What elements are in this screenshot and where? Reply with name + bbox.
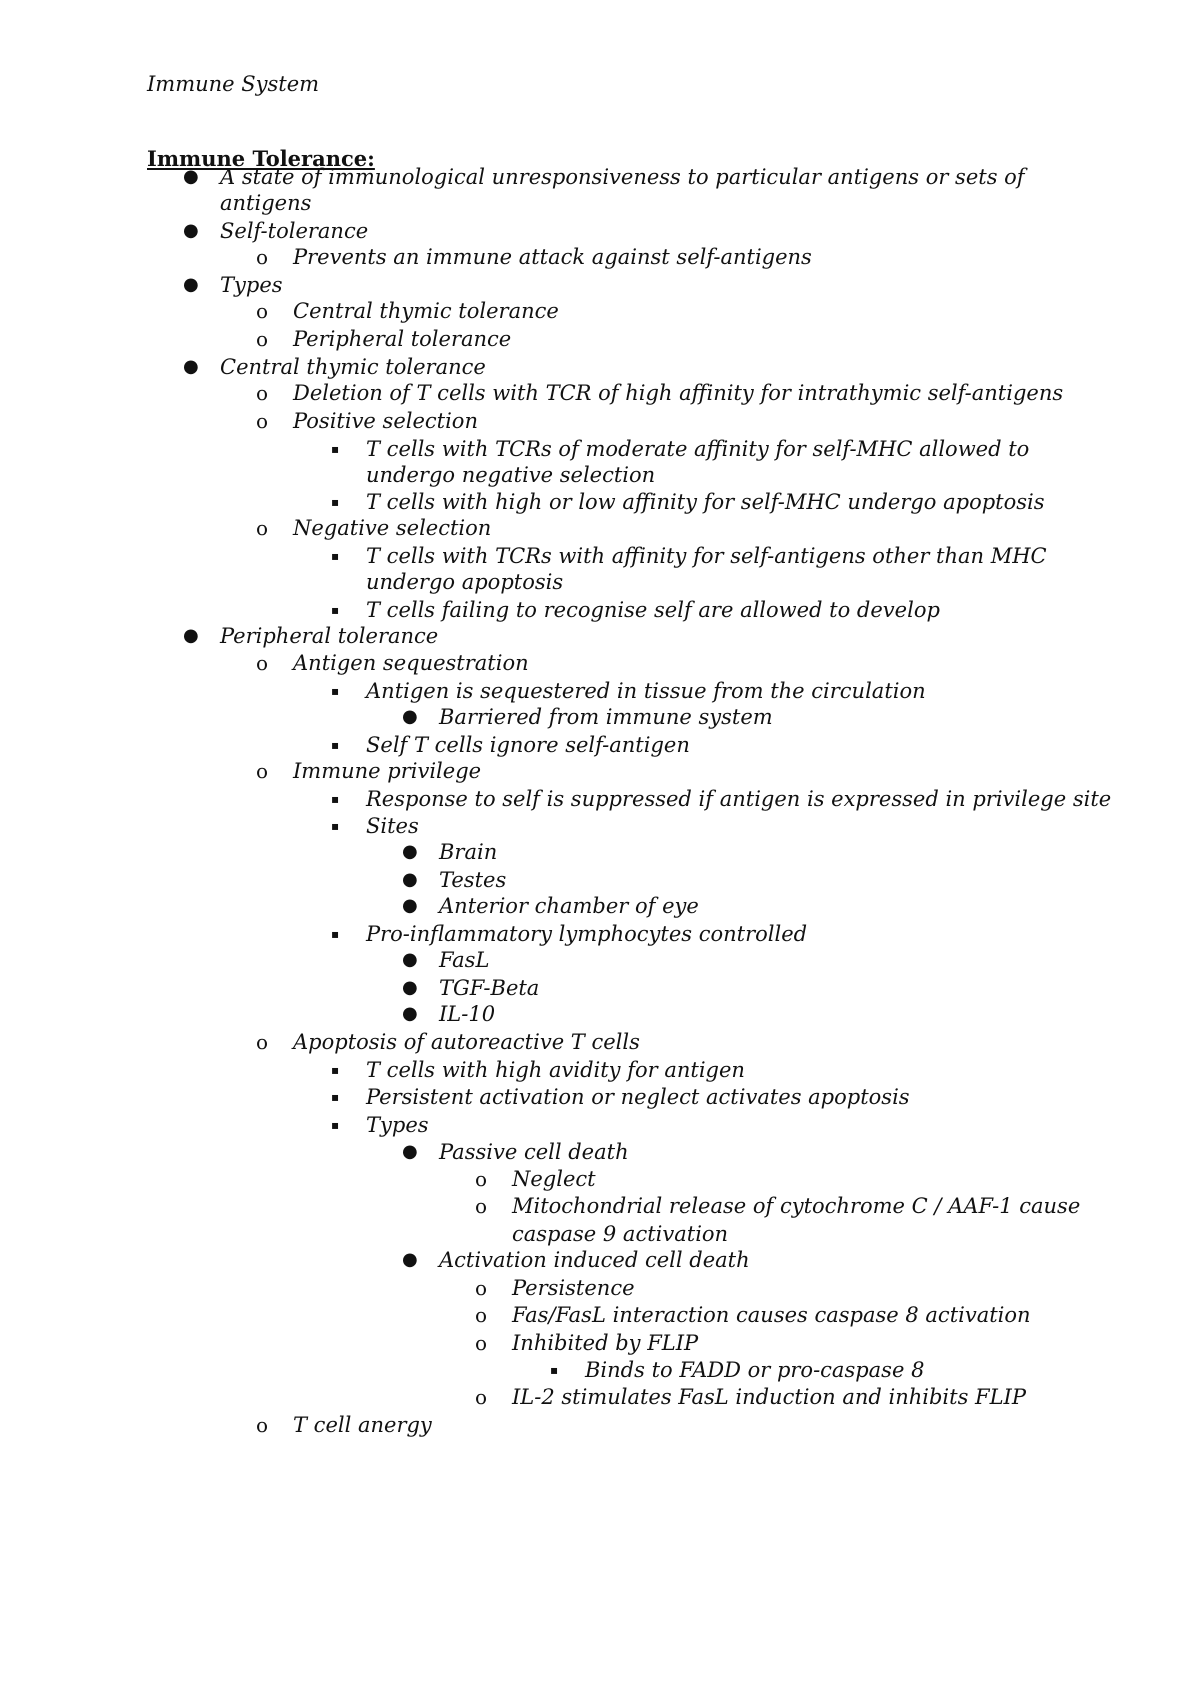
- circle-bullet-icon: o: [475, 1331, 488, 1355]
- outline-item: Pro-inflammatory lymphocytes controlled: [366, 922, 808, 946]
- circle-bullet-icon: o: [475, 1276, 488, 1300]
- disc-bullet-icon: ●: [183, 274, 199, 295]
- circle-bullet-icon: o: [256, 516, 269, 540]
- outline-item: Types: [366, 1113, 429, 1137]
- disc-bullet-icon: ●: [183, 166, 199, 187]
- square-bullet-icon: ▪: [331, 819, 340, 833]
- outline-item: T cells with TCRs with affinity for self-antigens other than MHC: [366, 544, 1047, 568]
- outline-item: T cells with TCRs of moderate affinity for self-MHC allowed to: [366, 437, 1030, 461]
- square-bullet-icon: ▪: [331, 442, 340, 456]
- outline-item: T cells failing to recognise self are allowed to develop: [366, 598, 940, 622]
- outline-item: Positive selection: [293, 409, 478, 433]
- square-bullet-icon: ▪: [331, 1063, 340, 1077]
- circle-bullet-icon: o: [256, 651, 269, 675]
- outline-item: Prevents an immune attack against self-antigens: [293, 245, 812, 269]
- outline-item: Immune privilege: [293, 759, 482, 783]
- square-bullet-icon: ▪: [331, 684, 340, 698]
- outline-item: Self-tolerance: [220, 219, 369, 243]
- outline-item: Deletion of T cells with TCR of high affinity for intrathymic self-antigens: [293, 381, 1064, 405]
- disc-bullet-icon: ●: [402, 895, 418, 916]
- disc-bullet-icon: ●: [402, 869, 418, 890]
- outline-item: Negative selection: [293, 516, 492, 540]
- circle-bullet-icon: o: [256, 759, 269, 783]
- outline-item: A state of immunological unresponsiveness to particular antigens or sets of: [220, 165, 1025, 189]
- outline-item: FasL: [439, 948, 490, 972]
- outline-item: Fas/FasL interaction causes caspase 8 activation: [512, 1303, 1031, 1327]
- circle-bullet-icon: o: [256, 299, 269, 323]
- square-bullet-icon: ▪: [331, 1090, 340, 1104]
- outline-item: T cell anergy: [293, 1413, 432, 1437]
- outline-item: Self T cells ignore self-antigen: [366, 733, 690, 757]
- outline-item: Binds to FADD or pro-caspase 8: [585, 1358, 925, 1382]
- outline-item: T cells with high or low affinity for self-MHC undergo apoptosis: [366, 490, 1045, 514]
- outline-item: Apoptosis of autoreactive T cells: [293, 1030, 640, 1054]
- circle-bullet-icon: o: [256, 381, 269, 405]
- outline-item: Activation induced cell death: [439, 1248, 750, 1272]
- square-bullet-icon: ▪: [331, 549, 340, 563]
- outline-item: Central thymic tolerance: [220, 355, 486, 379]
- circle-bullet-icon: o: [256, 1413, 269, 1437]
- square-bullet-icon: ▪: [331, 927, 340, 941]
- outline-item: Response to self is suppressed if antigen is expressed in privilege site: [366, 787, 1112, 811]
- disc-bullet-icon: ●: [183, 220, 199, 241]
- circle-bullet-icon: o: [256, 409, 269, 433]
- outline-item: Central thymic tolerance: [293, 299, 559, 323]
- outline-item: Testes: [439, 868, 507, 892]
- circle-bullet-icon: o: [256, 327, 269, 351]
- outline-item: Anterior chamber of eye: [439, 894, 699, 918]
- square-bullet-icon: ▪: [331, 1118, 340, 1132]
- outline-item: Types: [220, 273, 283, 297]
- circle-bullet-icon: o: [475, 1194, 488, 1218]
- outline-item: Brain: [439, 840, 498, 864]
- outline-item: Peripheral tolerance: [220, 624, 439, 648]
- outline-item: Mitochondrial release of cytochrome C / AAF-1 cause: [512, 1194, 1081, 1218]
- disc-bullet-icon: ●: [402, 977, 418, 998]
- circle-bullet-icon: o: [256, 245, 269, 269]
- outline-item: Barriered from immune system: [439, 705, 773, 729]
- section-title: Immune Tolerance:: [147, 146, 375, 171]
- outline-item: TGF-Beta: [439, 976, 540, 1000]
- square-bullet-icon: ▪: [331, 792, 340, 806]
- disc-bullet-icon: ●: [402, 1249, 418, 1270]
- disc-bullet-icon: ●: [402, 949, 418, 970]
- square-bullet-icon: ▪: [331, 738, 340, 752]
- disc-bullet-icon: ●: [402, 841, 418, 862]
- disc-bullet-icon: ●: [183, 625, 199, 646]
- outline-item: Sites: [366, 814, 419, 838]
- square-bullet-icon: ▪: [331, 495, 340, 509]
- outline-item: antigens: [220, 191, 312, 215]
- outline-item: Persistence: [512, 1276, 635, 1300]
- outline-item: Antigen is sequestered in tissue from the circulation: [366, 679, 926, 703]
- outline-item: undergo negative selection: [366, 463, 656, 487]
- outline-item: Inhibited by FLIP: [512, 1331, 699, 1355]
- square-bullet-icon: ▪: [331, 603, 340, 617]
- circle-bullet-icon: o: [256, 1030, 269, 1054]
- outline-item: undergo apoptosis: [366, 570, 564, 594]
- outline-item: T cells with high avidity for antigen: [366, 1058, 745, 1082]
- disc-bullet-icon: ●: [402, 1003, 418, 1024]
- outline-item: IL-2 stimulates FasL induction and inhibits FLIP: [512, 1385, 1026, 1409]
- square-bullet-icon: ▪: [550, 1363, 559, 1377]
- outline-item: Passive cell death: [439, 1140, 629, 1164]
- outline-item: Antigen sequestration: [293, 651, 529, 675]
- circle-bullet-icon: o: [475, 1167, 488, 1191]
- outline-item: Neglect: [512, 1167, 596, 1191]
- outline-item: Peripheral tolerance: [293, 327, 512, 351]
- disc-bullet-icon: ●: [402, 1141, 418, 1162]
- outline-item: IL-10: [439, 1002, 496, 1026]
- circle-bullet-icon: o: [475, 1303, 488, 1327]
- outline-item: caspase 9 activation: [512, 1222, 729, 1246]
- circle-bullet-icon: o: [475, 1385, 488, 1409]
- disc-bullet-icon: ●: [402, 706, 418, 727]
- outline-item: Persistent activation or neglect activates apoptosis: [366, 1085, 910, 1109]
- document-header: Immune System: [147, 72, 320, 96]
- disc-bullet-icon: ●: [183, 356, 199, 377]
